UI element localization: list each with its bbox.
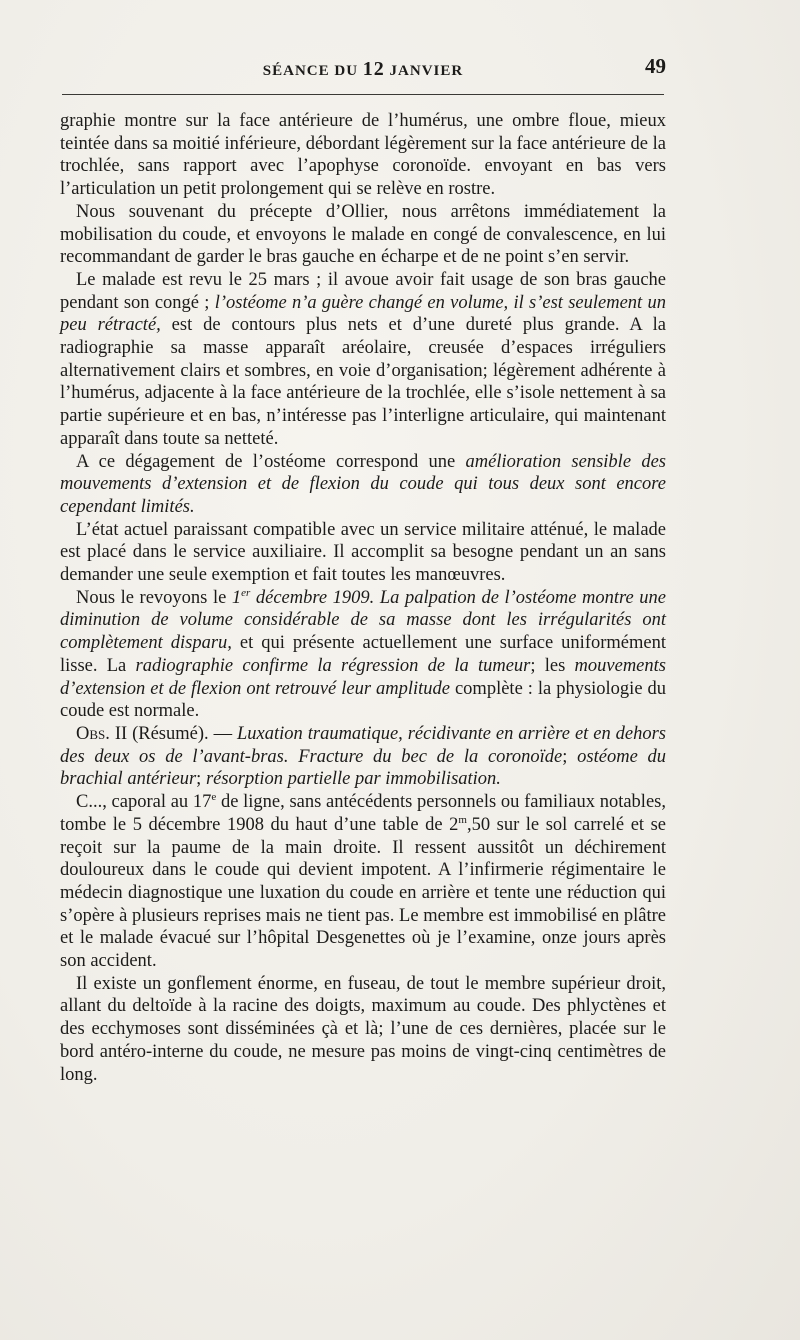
page-number: 49 xyxy=(645,54,666,78)
paragraph-4 xyxy=(60,451,666,519)
running-head-day: 12 xyxy=(362,58,385,80)
paragraph-8-text-a: C..., caporal au 17 xyxy=(76,792,212,813)
paragraph-3-text-a: Le malade est revu le 25 mars ; il avoue avoir fait usage de son bras gauche pendant son congé ; xyxy=(60,269,666,313)
paragraph-8-text-c: ,50 sur le sol carrelé et se reçoit sur la paume de la main droite. Il ressent aussitôt un déchirement douloureux dans le coude qui devient impotent. A l’infirmerie régimentaire le médecin diagnostique une luxation du coude en arrière et tente une réduction qui s’opère à plusieurs reprises mais ne tient pas. Le membre est immobilisé en plâtre et le malade évacué sur l’hôpital Desgenettes où je l’examine, onze jours après son accident. xyxy=(60,814,667,972)
paragraph-6-italic-f: mouvements d’extension et de flexion ont retrouvé leur amplitude xyxy=(60,655,666,699)
running-head xyxy=(60,58,666,81)
paragraph-1: graphie montre sur la face antérieure de l’humérus, une ombre floue, mieux teintée dans sa moitié inférieure, débordant légèrement sur la face antérieure de la trochlée, sans rapport avec l’apophyse coronoïde. envoyant en bas vers l’articulation un petit prolongement qui se relève en rostre. xyxy=(60,111,666,200)
paragraph-7-italic-d: ostéome du brachial antérieur xyxy=(60,746,667,790)
paragraph-7-italic-b: Luxation traumatique, récidivante en arrière et en dehors des deux os de l’avant-bras. Fracture du bec de la coronoïde xyxy=(60,723,666,767)
running-head-month: JANVIER xyxy=(384,63,464,79)
paragraph-2: Nous souvenant du précepte d’Ollier, nous arrêtons immédiatement la mobilisation du coude, et envoyons le malade en congé de convalescence, en lui recommandant de garder le bras gauche en écharpe et de ne point s’en servir. xyxy=(60,201,666,268)
obs-label: Obs. xyxy=(76,723,110,744)
paragraph-9: Il existe un gonflement énorme, en fuseau, de tout le membre supérieur droit, allant du deltoïde à la racine des doigts, maximum au coude. Des phlyctènes et des ecchymoses sont disséminées çà et là; l’une de ces dernières, placée sur le bord antéro-interne du coude, ne mesure pas moins de vingt-cinq centimètres de long. xyxy=(60,973,666,1085)
paragraph-7-text-e: ; xyxy=(196,769,206,790)
paragraph-8-text-b: de ligne, sans antécédents personnels ou familiaux notables, tombe le 5 décembre 1908 du haut d’une table de 2 xyxy=(60,792,666,835)
paragraph-8-sup-2: m xyxy=(458,813,467,826)
paragraph-7-italic-f: résorption partielle par immobilisation. xyxy=(205,769,501,790)
paragraph-6 xyxy=(60,587,666,723)
running-head-prefix: SÉANCE DU xyxy=(262,63,363,79)
paragraph-6-italic-b: décembre 1909. La palpation de l’ostéome montre une diminution de volume considérable de sa masse dont les irrégularités ont complètement disparu, xyxy=(60,587,666,654)
paragraph-4-italic: amélioration sensible des mouvements d’extension et de flexion du coude qui tous deux sont encore cependant limités. xyxy=(60,451,666,517)
paragraph-3-text-c: est de contours plus nets et d’une dureté plus grande. A la radiographie sa masse apparaît aréolaire, creusée d’espaces irréguliers alternativement clairs et sombres, en voie d’organisation; légèrement adhérente à l’humérus, adjacente à la face antérieure de la trochlée, elle s’isole nettement à sa partie supérieure et en bas, n’intéresse pas l’interligne articulaire, qui maintenant apparaît dans toute sa netteté. xyxy=(60,315,666,449)
paragraph-6-text-c: et qui présente actuellement une surface uniformément lisse. La xyxy=(60,633,666,676)
body-text xyxy=(60,110,666,1086)
paragraph-6-text-a: Nous le revoyons le xyxy=(76,587,232,608)
paragraph-5: L’état actuel paraissant compatible avec un service militaire atténué, le malade est placé dans le service auxiliaire. Il accomplit sa besogne pendant un an sans demander une seule exemption et fait toutes les manœuvres. xyxy=(60,519,666,586)
paragraph-3-italic: l’ostéome n’a guère changé en volume, il s’est seulement un peu rétracté, xyxy=(60,292,666,336)
paragraph-6-text-g: complète : la physiologie du coude est normale. xyxy=(60,678,667,722)
paragraph-3 xyxy=(60,269,666,451)
paragraph-8 xyxy=(60,791,666,973)
page-header xyxy=(60,54,666,84)
paragraph-6-day: 1 xyxy=(231,587,242,608)
paragraph-7 xyxy=(60,723,666,791)
paragraph-7-text-c: ; xyxy=(562,746,578,767)
paragraph-6-date-day xyxy=(232,588,250,608)
paragraph-4-text-a: A ce dégagement de l’ostéome correspond une xyxy=(76,451,466,472)
header-rule xyxy=(62,94,664,95)
paragraph-7-text-a: II (Résumé). — xyxy=(109,723,238,744)
paragraph-8-sup-1: e xyxy=(211,790,217,803)
paragraph-6-italic-d: radiographie confirme la régression de la tumeur xyxy=(135,655,531,676)
paragraph-6-day-sup: er xyxy=(241,586,251,599)
paragraph-6-text-e: ; les xyxy=(530,655,575,676)
